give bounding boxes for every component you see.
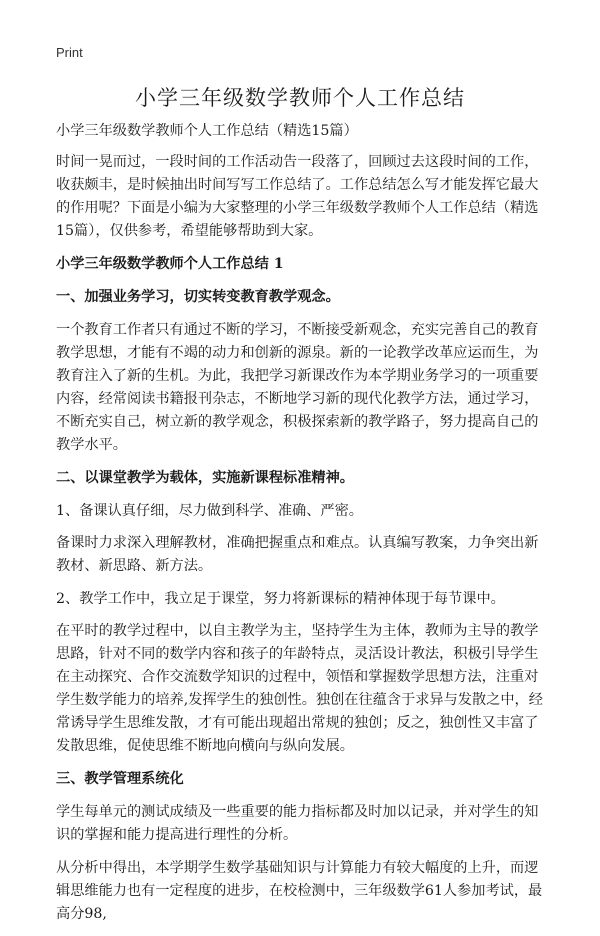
section-3-heading: 三、教学管理系统化 [56, 771, 184, 787]
section-3-body-2: 从分析中得出，本学期学生数学基础知识与计算能力有较大幅度的上升，而逻辑思维能力也有一定程度的进步，在校检测中，三年级数学61人参加考试，最高分98, [56, 860, 543, 922]
section-2-item-2-body: 在平时的教学过程中，以自主教学为主，坚持学生为主体，教师为主导的教学思路，针对不同的数学内容和孩子的年龄特点，灵活设计教法，积极引导学生在主动探究、合作交流数学知识的过程中，领悟和掌握数学思想方法，注重对学生数学能力的培养,发挥学生的独创性。独创在往蕴含于求异与发散之中，经常诱导学生思维发散，才有可能出现超出常规的独创；反之，独创性又丰富了发散思维，促使思维不断地向横向与纵向发展。 [56, 623, 543, 754]
article-content [56, 120, 551, 936]
page-title: 小学三年级数学教师个人工作总结 [135, 86, 465, 110]
section-3-body-1: 学生每单元的测试成绩及一些重要的能力指标都及时加以记录，并对学生的知识的掌握和能力提高进行理性的分析。 [56, 804, 539, 843]
section-2-item-1: 1、备课认真仔细，尽力做到科学、准确、严密。 [56, 503, 363, 519]
section-1-heading: 一、加强业务学习，切实转变教育教学观念。 [56, 289, 340, 305]
intro-paragraph: 时间一晃而过，一段时间的工作活动告一段落了，回顾过去这段时间的工作，收获颇丰，是时候抽出时间写写工作总结了。工作总结怎么写才能发挥它最大的作用呢？下面是小编为大家整理的小学三年级数学教师个人工作总结（精选15篇），仅供参考，希望能够帮助到大家。 [56, 154, 539, 239]
section-2-item-1-body: 备课时力求深入理解教材，准确把握重点和难点。认真编写教案，力争突出新教材、新思路、新方法。 [56, 535, 539, 574]
print-link[interactable]: Print [56, 45, 83, 60]
article-heading: 小学三年级数学教师个人工作总结 1 [56, 256, 284, 272]
section-2-item-2: 2、教学工作中，我立足于课堂，努力将新课标的精神体现于每节课中。 [56, 591, 505, 607]
article-subtitle: 小学三年级数学教师个人工作总结（精选15篇） [56, 123, 358, 139]
section-1-body: 一个教育工作者只有通过不断的学习，不断接受新观念，充实完善自己的教育教学思想，才能有不竭的动力和创新的源泉。新的一论教学改革应运而生，为教育注入了新的生机。为此，我把学习新课改作为本学期业务学习的一项重要内容，经常阅读书籍报刊杂志，不断地学习新的现代化教学方法，通过学习，不断充实自己，树立新的教学观念，积极探索新的教学路子，努力提高自己的教学水平。 [56, 322, 539, 453]
section-2-heading: 二、以课堂教学为载体，实施新课程标准精神。 [56, 470, 354, 486]
